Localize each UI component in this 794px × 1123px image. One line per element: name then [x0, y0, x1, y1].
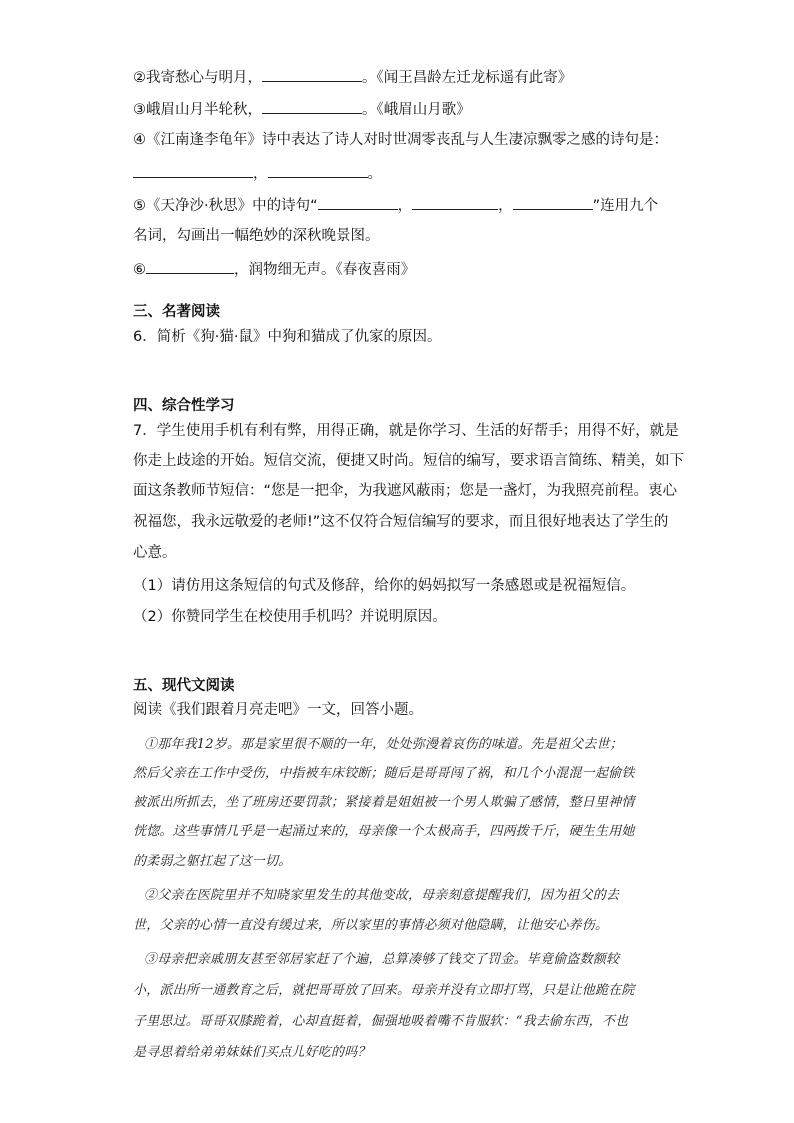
- poem-line-5-cont: 名词，勾画出一幅绝妙的深秋晚景图。: [133, 228, 380, 244]
- poem-line-6-source: ，润物细无声。《春夜喜雨》: [234, 262, 416, 278]
- poem-line-2-text: ②我寄愁心与明月，: [133, 70, 262, 86]
- q7-sub-1: （1）请仿用这条短信的句式及修辞，给你的妈妈拟写一条感恩或是祝福短信。: [133, 578, 636, 594]
- answer-blank[interactable]: [318, 194, 398, 210]
- punct: ，: [397, 198, 413, 214]
- punct: 。: [367, 166, 382, 182]
- passage-line: ①那年我12岁。那是家里很不顺的一年，处处弥漫着哀伤的味道。先是祖父去世；: [144, 737, 623, 752]
- section-4-heading: 四、综合性学习: [133, 398, 235, 414]
- passage-line: 世，父亲的心情一直没有缓过来，所以家里的事情必须对他隐瞒，让他安心养伤。: [133, 918, 609, 933]
- answer-blank[interactable]: [146, 258, 234, 274]
- poem-line-4-blanks: [133, 162, 382, 184]
- answer-blank[interactable]: [262, 66, 362, 82]
- q7-line: 你走上歧途的开始。短信交流，便捷又时尚。短信的编写，要求语言简练、精美，如下: [133, 453, 684, 469]
- question-6: 6．简析《狗·猫·鼠》中狗和猫成了仇家的原因。: [133, 329, 442, 345]
- passage-line: 子里思过。哥哥双膝跪着，心却直挺着，倔强地吸着嘴不肯服软：“我去偷东西，不也: [133, 1014, 629, 1029]
- passage-line: 是寻思着给弟弟妹妹们买点儿好吃的吗？: [133, 1045, 371, 1060]
- poem-line-5: [133, 194, 658, 216]
- answer-blank[interactable]: [513, 194, 593, 210]
- poem-line-5-text: ⑤《天净沙·秋思》中的诗句“: [133, 198, 318, 214]
- passage-line: ③母亲把亲戚朋友甚至邻居家赶了个遍，总算凑够了钱交了罚金。毕竟偷盗数额较: [144, 952, 620, 967]
- poem-line-3: [133, 98, 471, 120]
- passage-line: 然后父亲在工作中受伤，中指被车床铰断；随后是哥哥闯了祸，和几个小混混一起偷铁: [133, 766, 635, 781]
- q7-line: 面这条教师节短信：“您是一把伞，为我遮风蔽雨；您是一盏灯，为我照亮前程。衷心: [133, 483, 678, 499]
- poem-line-4: ④《江南逢李龟年》诗中表达了诗人对时世凋零丧乱与人生凄凉飘零之感的诗句是：: [133, 132, 668, 148]
- answer-blank[interactable]: [262, 98, 362, 114]
- passage-line: 小，派出所一通教育之后，就把哥哥放了回来。母亲并没有立即打骂，只是让他跪在院: [133, 983, 635, 998]
- section-3-heading: 三、名著阅读: [133, 304, 220, 320]
- poem-line-2: [133, 66, 572, 88]
- punct: ，: [498, 198, 513, 214]
- q7-line: 7．学生使用手机有利有弊，用得正确，就是你学习、生活的好帮手；用得不好，就是: [133, 423, 679, 439]
- poem-line-6-marker: ⑥: [133, 262, 146, 278]
- punct: ，: [253, 166, 268, 182]
- poem-line-3-text: ③峨眉山月半轮秋，: [133, 102, 262, 118]
- q7-line: 祝福您，我永远敬爱的老师!”这不仅符合短信编写的要求，而且很好地表达了学生的: [133, 514, 669, 530]
- passage-line: 被派出所抓去，坐了班房还要罚款；紧接着是姐姐被一个男人欺骗了感情，整日里神情: [133, 795, 635, 810]
- answer-blank[interactable]: [412, 194, 498, 210]
- section-5-intro: 阅读《我们跟着月亮走吧》一文，回答小题。: [133, 702, 423, 718]
- section-5-heading: 五、现代文阅读: [133, 678, 235, 694]
- passage-line: ②父亲在医院里并不知晓家里发生的其他变故，母亲刻意提醒我们，因为祖父的去: [144, 888, 620, 903]
- q7-line: 心意。: [133, 545, 177, 561]
- poem-line-3-source: 。《峨眉山月歌》: [362, 102, 471, 118]
- poem-line-5-tail: ”连用九个: [592, 198, 659, 214]
- poem-line-6: [133, 258, 415, 280]
- answer-blank[interactable]: [133, 162, 253, 178]
- poem-line-2-source: 。《闻王昌龄左迁龙标遥有此寄》: [362, 70, 573, 86]
- passage-line: 恍惚。这些事情几乎是一起涌过来的，母亲像一个太极高手，四两拨千斤，硬生生用她: [133, 824, 635, 839]
- q7-sub-2: （2）你赞同学生在校使用手机吗？并说明原因。: [133, 609, 447, 625]
- passage-line: 的柔弱之躯扛起了这一切。: [133, 854, 292, 869]
- answer-blank[interactable]: [268, 162, 368, 178]
